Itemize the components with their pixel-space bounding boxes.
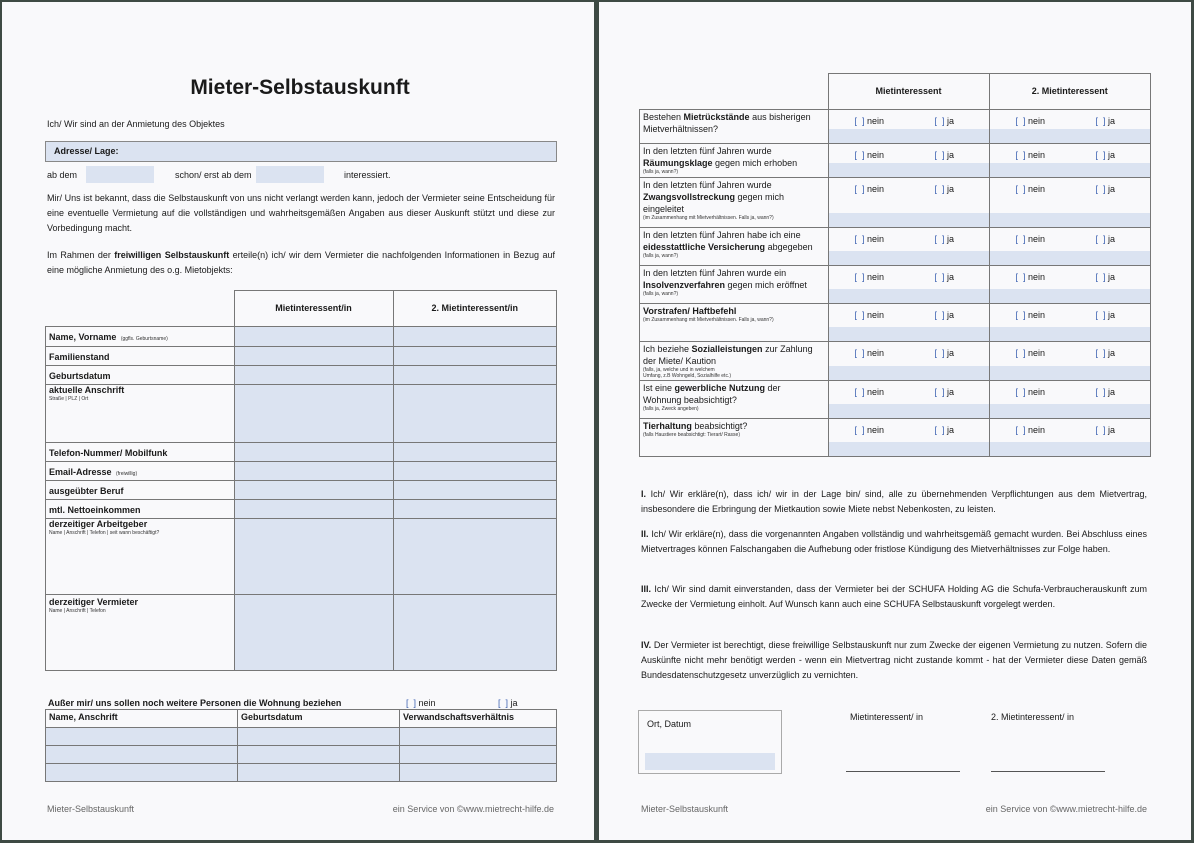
question-note: (falls Haustiere beabsichtigt: Tierart/ Rasse) [643, 432, 740, 438]
nein-checkbox[interactable]: [ ] nein [1015, 310, 1046, 320]
answer-input[interactable] [829, 129, 989, 143]
input-cell[interactable] [234, 595, 393, 671]
nein-checkbox[interactable]: [ ] nein [854, 234, 885, 244]
ja-checkbox[interactable]: [ ] ja [1095, 310, 1116, 320]
persons-col-relation: Verwandschaftsverhältnis [400, 710, 557, 728]
answer-cell [989, 304, 1151, 342]
nein-checkbox[interactable]: [ ] nein [854, 272, 885, 282]
footer-right: ein Service von ©www.mietrecht-hilfe.de [985, 804, 1147, 814]
input-cell[interactable] [393, 366, 557, 385]
row-label: mtl. Nettoeinkommen [49, 505, 141, 515]
question-row [640, 266, 1151, 304]
ja-checkbox[interactable]: [ ] ja [934, 150, 955, 160]
questions-table [639, 73, 1151, 457]
input-cell[interactable] [234, 385, 393, 443]
address-field[interactable] [45, 141, 557, 162]
answer-cell [989, 381, 1151, 419]
ja-checkbox[interactable]: [ ] ja [934, 272, 955, 282]
declaration-3: III. Ich/ Wir sind damit einverstanden, dass der Vermieter bei der SCHUFA Holding AG die Schufa-Verbraucherauskunft zum Zwecke der Vermietung einholt. Auf Wunsch kann auch eine SCHUFA Selbstauskunft vorgelegt werden. [641, 584, 1147, 609]
para-informationen: Im Rahmen der freiwilligen Selbstauskunft erteile(n) ich/ wir dem Vermieter die nachfolgenden Informationen in Bezug auf eine mögliche Anmietung des o.g. Mietobjekts: [47, 250, 555, 275]
ort-datum-label: Ort, Datum [647, 719, 692, 729]
footer-right: ein Service von ©www.mietrecht-hilfe.de [392, 804, 554, 814]
answer-cell [828, 228, 989, 266]
page-right [599, 2, 1191, 840]
question-row [640, 228, 1151, 266]
ja-checkbox[interactable]: [ ] ja [1095, 184, 1116, 194]
question-cell: Ist eine gewerbliche Nutzung der Wohnung beabsichtigt? (falls ja, Zweck angeben) [640, 381, 829, 419]
row-label: Telefon-Nummer/ Mobilfunk [49, 448, 168, 458]
answer-input[interactable] [829, 366, 989, 380]
ja-checkbox[interactable]: [ ] ja [1095, 272, 1116, 282]
input-cell[interactable] [400, 728, 557, 746]
input-cell[interactable] [393, 385, 557, 443]
question-note: (falls ja, wann?) [643, 253, 679, 259]
schon-date-input[interactable] [256, 166, 324, 183]
input-cell[interactable] [46, 728, 238, 746]
col-mietinteressent: Mietinteressent [828, 74, 989, 110]
input-cell[interactable] [234, 366, 393, 385]
nein-checkbox[interactable]: [ ] nein [854, 387, 885, 397]
para-selbstauskunft: Mir/ Uns ist bekannt, dass die Selbstauskunft von uns nicht verlangt werden kann, jedoch der Vermieter seine Entscheidung für eine eventuelle Vermietung auf die vollständigen und wahrheitsgemäßen Angaben aus dieser Auskunft stützt und diese zur Vorbedingung macht. [47, 193, 555, 233]
applicant-table: Mietinteressent/in 2. Mietinteressent/in Name, Vorname (ggfls. Geburtsname) Familienstand Geburtsdatum aktuelle Anschrift Straße | PLZ | Ort Telefon-Nummer/ Mobilfunk Email-Adresse (freiwillig) ausgeübter Beruf mtl. Nettoeinkommen derzeitiger Arbeitgeber Name | Anschrift | Telefon | seit wann beschäftigt? derzeitiger Vermieter Name | Anschrift | Telefon [45, 290, 557, 671]
input-cell[interactable] [234, 462, 393, 481]
nein-checkbox[interactable]: [ ] nein [1015, 387, 1046, 397]
address-label: Adresse/ Lage: [54, 146, 119, 156]
ja-checkbox[interactable]: [ ] ja [1095, 116, 1116, 126]
persons-col-birth: Geburtsdatum [238, 710, 400, 728]
ja-checkbox[interactable]: [ ] ja [1095, 150, 1116, 160]
row-hint: Name | Anschrift | Telefon [49, 608, 106, 614]
nein-checkbox[interactable]: [ ] nein [1015, 116, 1046, 126]
nein-checkbox[interactable]: [ ] nein [854, 116, 885, 126]
declaration-1: I. Ich/ Wir erkläre(n), dass ich/ wir in der Lage bin/ sind, alle zu übernehmenden Verpflichtungen aus dem Mietvertrag, insbesondere die Erbringung der Mietkaution sowie Miete nebst Nebenkosten, zu leisten. [641, 489, 1147, 514]
answer-cell [828, 419, 989, 457]
declaration-4: IV. Der Vermieter ist berechtigt, diese freiwillige Selbstauskunft nur zum Zwecke der eigenen Vermietung zu nutzen. Sofern die Auskünfte nicht mehr benötigt werden - wenn ein Mietvertrag nicht zustande kommt - hat der Vermieter diese Daten gemäß Bundesdatenschutzgesetz unverzüglich zu vernichten. [641, 640, 1147, 680]
answer-cell [828, 304, 989, 342]
input-cell[interactable] [400, 746, 557, 764]
input-cell[interactable] [400, 764, 557, 782]
input-cell[interactable] [393, 327, 557, 347]
input-cell[interactable] [238, 764, 400, 782]
row-hint: Name | Anschrift | Telefon | seit wann beschäftigt? [49, 530, 160, 536]
nein-checkbox[interactable]: [ ] nein [854, 150, 885, 160]
ort-datum-box [638, 710, 782, 774]
question-row [640, 381, 1151, 419]
answer-cell [828, 266, 989, 304]
input-cell[interactable] [234, 481, 393, 500]
declaration-2: II. Ich/ Wir erkläre(n), dass die vorgenannten Angaben vollständig und wahrheitsgemäß gemacht wurden. Bei Abschluss eines Mietvertrages können Falschangaben die Aufhebung oder fristlose Kündigung des Mietverhältnisses zur Folge haben. [641, 529, 1147, 554]
question-cell: In den letzten fünf Jahren wurde Räumungsklage gegen mich erhoben (falls ja, wann?) [640, 144, 829, 178]
answer-input[interactable] [990, 442, 1151, 456]
ja-checkbox[interactable]: [ ] ja [1095, 234, 1116, 244]
ja-checkbox[interactable]: [ ] ja [934, 387, 955, 397]
answer-cell [989, 228, 1151, 266]
page-left [2, 2, 594, 840]
row-label: derzeitiger Vermieter [49, 597, 139, 607]
signature-label-2: 2. Mietinteressent/ in [991, 712, 1075, 722]
persons-ja-option[interactable]: [ ] ja [498, 698, 518, 708]
answer-cell [989, 342, 1151, 381]
input-cell[interactable] [393, 519, 557, 595]
question-row [640, 419, 1151, 457]
question-cell: Ich beziehe Sozialleistungen zur Zahlung der Miete/ Kaution (falls, ja, welche und in welchem Umfang, z.B Wohngeld, Sozialhilfe etc.) [640, 342, 829, 381]
nein-checkbox[interactable]: [ ] nein [1015, 425, 1046, 435]
answer-input[interactable] [829, 442, 989, 456]
answer-input[interactable] [829, 251, 989, 265]
row-label: derzeitiger Arbeitgeber [49, 519, 148, 529]
row-label: ausgeübter Beruf [49, 486, 124, 496]
answer-input[interactable] [829, 163, 989, 177]
row-label: Email-Adresse [49, 467, 112, 477]
question-cell: Vorstrafen/ Haftbefehl (im Zusammenhang mit Mietverhältnissen. Falls ja, wann?) [640, 304, 829, 342]
input-cell[interactable] [234, 347, 393, 366]
ja-checkbox[interactable]: [ ] ja [934, 234, 955, 244]
question-note: (im Zusammenhang mit Mietverhältnissen. Falls ja, wann?) [643, 317, 774, 323]
question-note: (falls ja, wann?) [643, 169, 679, 175]
answer-cell [989, 178, 1151, 228]
answer-input[interactable] [829, 404, 989, 418]
answer-input[interactable] [990, 404, 1151, 418]
nein-checkbox[interactable]: [ ] nein [854, 310, 885, 320]
answer-cell [989, 110, 1151, 144]
answer-input[interactable] [990, 251, 1151, 265]
answer-cell [828, 381, 989, 419]
question-cell: In den letzten fünf Jahren habe ich eine eidesstattliche Versicherung abgegeben (falls ja, wann?) [640, 228, 829, 266]
ja-checkbox[interactable]: [ ] ja [934, 348, 955, 358]
row-label: Geburtsdatum [49, 371, 111, 381]
question-row [640, 342, 1151, 381]
input-cell[interactable] [234, 443, 393, 462]
question-row [640, 110, 1151, 144]
answer-cell [989, 419, 1151, 457]
ja-checkbox[interactable]: [ ] ja [934, 310, 955, 320]
persons-nein-option[interactable]: [ ] nein [406, 698, 436, 708]
input-cell[interactable] [234, 500, 393, 519]
question-note: (falls ja, Zweck angeben) [643, 406, 699, 412]
question-cell: In den letzten fünf Jahren wurde ein Insolvenzverfahren gegen mich eröffnet (falls ja, wann?) [640, 266, 829, 304]
nein-checkbox[interactable]: [ ] nein [1015, 272, 1046, 282]
signature-label-1: Mietinteressent/ in [850, 712, 924, 722]
signature-line-1[interactable] [846, 771, 960, 772]
intro-text: Ich/ Wir sind an der Anmietung des Objektes [47, 119, 225, 129]
nein-checkbox[interactable]: [ ] nein [854, 184, 885, 194]
answer-input[interactable] [990, 129, 1151, 143]
ja-checkbox[interactable]: [ ] ja [1095, 425, 1116, 435]
ja-checkbox[interactable]: [ ] ja [1095, 387, 1116, 397]
input-cell[interactable] [393, 481, 557, 500]
row-label: Familienstand [49, 352, 110, 362]
persons-col-name: Name, Anschrift [46, 710, 238, 728]
input-cell[interactable] [238, 746, 400, 764]
answer-input[interactable] [990, 163, 1151, 177]
answer-cell [828, 110, 989, 144]
answer-input[interactable] [990, 327, 1151, 341]
ab-dem-date-input[interactable] [86, 166, 154, 183]
answer-input[interactable] [829, 327, 989, 341]
answer-input[interactable] [990, 213, 1151, 227]
persons-table [45, 709, 557, 782]
ja-checkbox[interactable]: [ ] ja [934, 184, 955, 194]
question-note: Umfang, z.B Wohngeld, Sozialhilfe etc.) [643, 373, 732, 379]
question-row [640, 144, 1151, 178]
answer-cell [828, 342, 989, 381]
question-cell: Bestehen Mietrückstände aus bisherigen Mietverhältnissen? [640, 110, 829, 144]
row-label: aktuelle Anschrift [49, 385, 125, 395]
answer-cell [828, 178, 989, 228]
row-label: Name, Vorname [49, 332, 117, 342]
answer-input[interactable] [829, 213, 989, 227]
question-note: (falls ja, wann?) [643, 291, 679, 297]
nein-checkbox[interactable]: [ ] nein [1015, 348, 1046, 358]
question-row [640, 178, 1151, 228]
answer-cell [989, 266, 1151, 304]
ort-datum-input[interactable] [645, 753, 775, 770]
col-2-mietinteressent: 2. Mietinteressent/in [393, 291, 557, 327]
footer-left: Mieter-Selbstauskunft [641, 804, 729, 814]
input-cell[interactable] [238, 728, 400, 746]
ab-dem-label: ab dem [47, 170, 78, 180]
schon-label: schon/ erst ab dem [175, 170, 252, 180]
nein-checkbox[interactable]: [ ] nein [854, 348, 885, 358]
persons-question: Außer mir/ uns sollen noch weitere Personen die Wohnung beziehen [48, 698, 342, 708]
input-cell[interactable] [393, 595, 557, 671]
answer-input[interactable] [829, 289, 989, 303]
page-title: Mieter-Selbstauskunft [190, 76, 410, 99]
nein-checkbox[interactable]: [ ] nein [1015, 234, 1046, 244]
ja-checkbox[interactable]: [ ] ja [1095, 348, 1116, 358]
nein-checkbox[interactable]: [ ] nein [1015, 150, 1046, 160]
input-cell[interactable] [393, 500, 557, 519]
col-mietinteressent: Mietinteressent/in [234, 291, 393, 327]
question-row [640, 304, 1151, 342]
ja-checkbox[interactable]: [ ] ja [934, 116, 955, 126]
question-note: (im Zusammenhang mit Mietverhältnissen. Falls ja, wann?) [643, 215, 774, 221]
nein-checkbox[interactable]: [ ] nein [854, 425, 885, 435]
answer-input[interactable] [990, 289, 1151, 303]
input-cell[interactable] [393, 347, 557, 366]
input-cell[interactable] [46, 764, 238, 782]
answer-cell [989, 144, 1151, 178]
ja-checkbox[interactable]: [ ] ja [934, 425, 955, 435]
input-cell[interactable] [46, 746, 238, 764]
col-2-mietinteressent: 2. Mietinteressent [989, 74, 1151, 110]
input-cell[interactable] [393, 462, 557, 481]
question-cell: Tierhaltung beabsichtigt? (falls Haustiere beabsichtigt: Tierart/ Rasse) [640, 419, 829, 457]
input-cell[interactable] [393, 443, 557, 462]
interessiert-label: interessiert. [344, 170, 391, 180]
question-cell: In den letzten fünf Jahren wurde Zwangsvollstreckung gegen mich eingeleitet (im Zusammenhang mit Mietverhältnissen. Falls ja, wann?) [640, 178, 829, 228]
row-hint: Straße | PLZ | Ort [49, 396, 89, 402]
input-cell[interactable] [234, 519, 393, 595]
input-cell[interactable] [234, 327, 393, 347]
signature-line-2[interactable] [991, 771, 1105, 772]
answer-cell [828, 144, 989, 178]
question-note: (falls, ja, welche und in welchem [643, 367, 715, 373]
footer-left: Mieter-Selbstauskunft [47, 804, 135, 814]
answer-input[interactable] [990, 366, 1151, 380]
nein-checkbox[interactable]: [ ] nein [1015, 184, 1046, 194]
